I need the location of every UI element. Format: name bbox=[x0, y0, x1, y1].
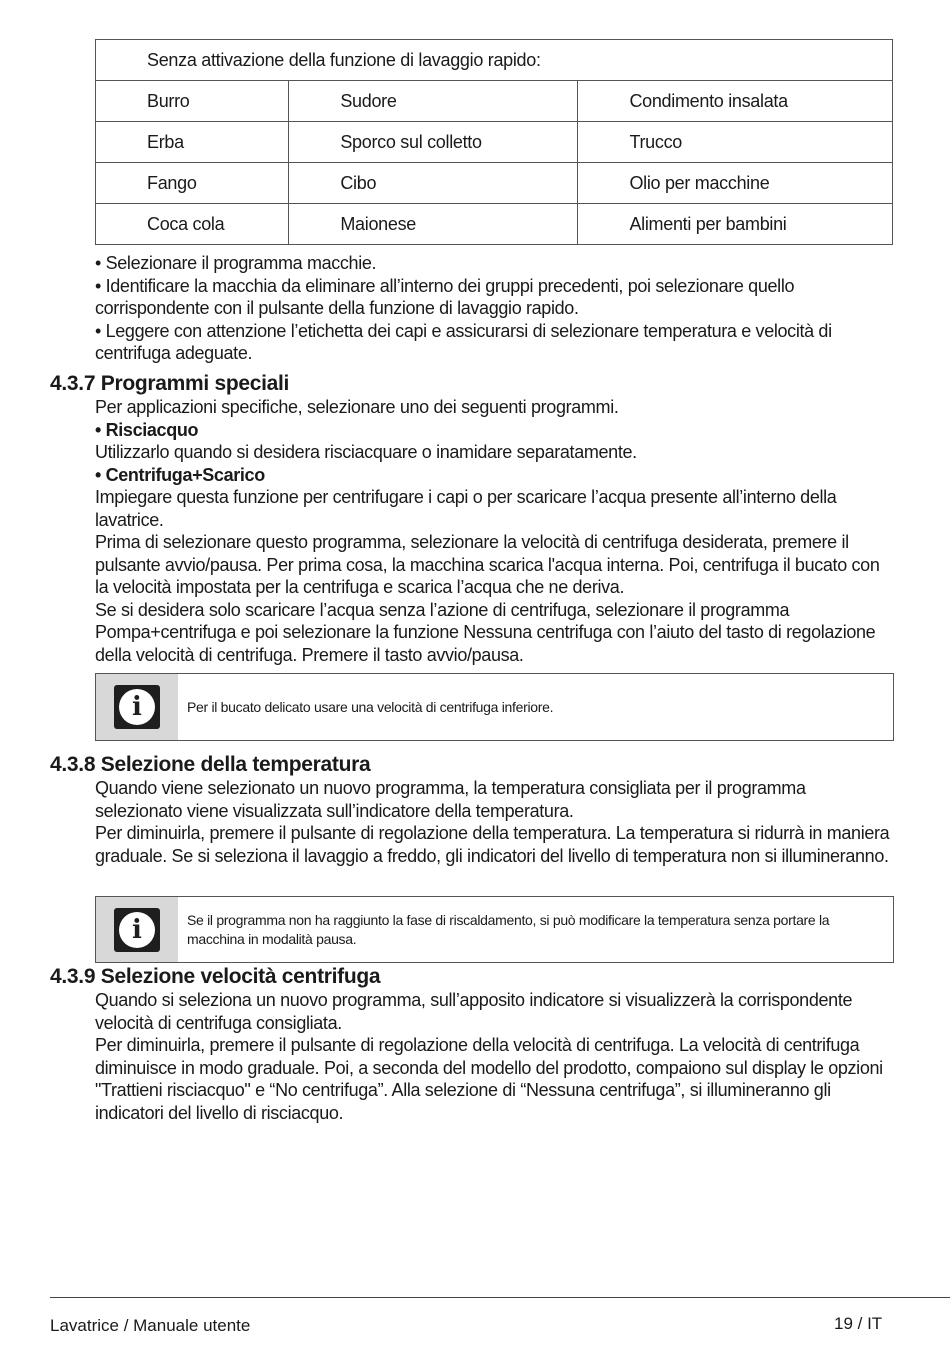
table-cell: Fango bbox=[96, 163, 289, 204]
bullet-item: • Identificare la macchia da eliminare all’interno dei gruppi precedenti, poi selezionare quello corrispondente con il pulsante della funzione di lavaggio rapido. bbox=[95, 275, 795, 318]
note-text: Se il programma non ha raggiunto la fase di riscaldamento, si può modificare la temperatura senza portare la macchina in modalità pausa. bbox=[187, 911, 830, 947]
table-cell: Sporco sul colletto bbox=[289, 122, 578, 163]
section-body-439 bbox=[95, 989, 895, 1124]
footer-divider bbox=[50, 1297, 950, 1298]
paragraph: Quando si seleziona un nuovo programma, sull’apposito indicatore si visualizzerà la corrispondente velocità di centrifuga consigliata. bbox=[95, 990, 853, 1033]
bullet-item: • Selezionare il programma macchie. bbox=[95, 253, 377, 273]
paragraph: Utilizzarlo quando si desidera risciacquare o inamidare separatamente. bbox=[95, 442, 637, 462]
table-cell: Cibo bbox=[289, 163, 578, 204]
table-header: Senza attivazione della funzione di lavaggio rapido: bbox=[96, 40, 893, 81]
table-cell: Coca cola bbox=[96, 204, 289, 245]
table-cell: Trucco bbox=[578, 122, 893, 163]
info-icon: i bbox=[114, 908, 160, 952]
paragraph: Prima di selezionare questo programma, selezionare la velocità di centrifuga desiderata, premere il pulsante avvio/pausa. Per prima cosa, la macchina scarica l'acqua interna. Poi, centrifuga il bucato con la velocità impostata per la centrifuga e scarica l’acqua che ne deriva. bbox=[95, 532, 880, 597]
section-title-438: 4.3.8 Selezione della temperatura bbox=[50, 753, 371, 776]
page-number: 19 / IT bbox=[834, 1314, 883, 1333]
paragraph: Per applicazioni specifiche, selezionare uno dei seguenti programmi. bbox=[95, 397, 619, 417]
table-row bbox=[96, 163, 893, 204]
subheading: • Risciacquo bbox=[95, 419, 199, 440]
table-cell: Condimento insalata bbox=[578, 81, 893, 122]
table-row bbox=[96, 122, 893, 163]
stain-table bbox=[95, 39, 893, 245]
table-cell: Erba bbox=[96, 122, 289, 163]
info-note bbox=[95, 673, 894, 741]
section-title-437: 4.3.7 Programmi speciali bbox=[50, 372, 290, 395]
table-row bbox=[96, 204, 893, 245]
section-body-438 bbox=[95, 777, 895, 867]
note-text: Per il bucato delicato usare una velocità di centrifuga inferiore. bbox=[187, 698, 554, 715]
paragraph: Se si desidera solo scaricare l’acqua senza l’azione di centrifuga, selezionare il programma Pompa+centrifuga e poi selezionare la funzione Nessuna centrifuga con l’aiuto del tasto di regolazione della velocità di centrifuga. Premere il tasto avvio/pausa. bbox=[95, 599, 876, 665]
table-cell: Maionese bbox=[289, 204, 578, 245]
footer-title: Lavatrice / Manuale utente bbox=[50, 1316, 251, 1335]
info-icon: i bbox=[114, 685, 160, 729]
table-cell: Alimenti per bambini bbox=[578, 204, 893, 245]
note-icon-box bbox=[96, 897, 178, 962]
table-cell: Burro bbox=[96, 81, 289, 122]
bullet-item: • Leggere con attenzione l’etichetta dei capi e assicurarsi di selezionare temperatura e velocità di centrifuga adeguate. bbox=[95, 320, 832, 363]
subheading: • Centrifuga+Scarico bbox=[95, 464, 265, 485]
section-body-437 bbox=[95, 396, 895, 666]
note-icon-box bbox=[96, 674, 178, 740]
paragraph: Quando viene selezionato un nuovo programma, la temperatura consigliata per il programma selezionato viene visualizzata sull’indicatore della temperatura. bbox=[95, 778, 806, 821]
bullet-list bbox=[95, 252, 895, 365]
table-cell: Sudore bbox=[289, 81, 578, 122]
section-title-439: 4.3.9 Selezione velocità centrifuga bbox=[50, 965, 381, 988]
paragraph: Per diminuirla, premere il pulsante di regolazione della velocità di centrifuga. La velocità di centrifuga diminuisce in modo graduale. Poi, a seconda del modello del prodotto, compaiono sul display le opzioni "Trattieni risciacquo" e “No centrifuga”. Alla selezione di “Nessuna centrifuga”, si illumineranno gli indicatori del livello di risciacquo. bbox=[95, 1035, 883, 1123]
table-cell: Olio per macchine bbox=[578, 163, 893, 204]
table-row bbox=[96, 81, 893, 122]
paragraph: Impiegare questa funzione per centrifugare i capi o per scaricare l’acqua presente all’interno della lavatrice. bbox=[95, 487, 837, 530]
info-note bbox=[95, 896, 894, 963]
paragraph: Per diminuirla, premere il pulsante di regolazione della temperatura. La temperatura si ridurrà in maniera graduale. Se si seleziona il lavaggio a freddo, gli indicatori del livello di temperatura non si illumineranno. bbox=[95, 823, 890, 866]
